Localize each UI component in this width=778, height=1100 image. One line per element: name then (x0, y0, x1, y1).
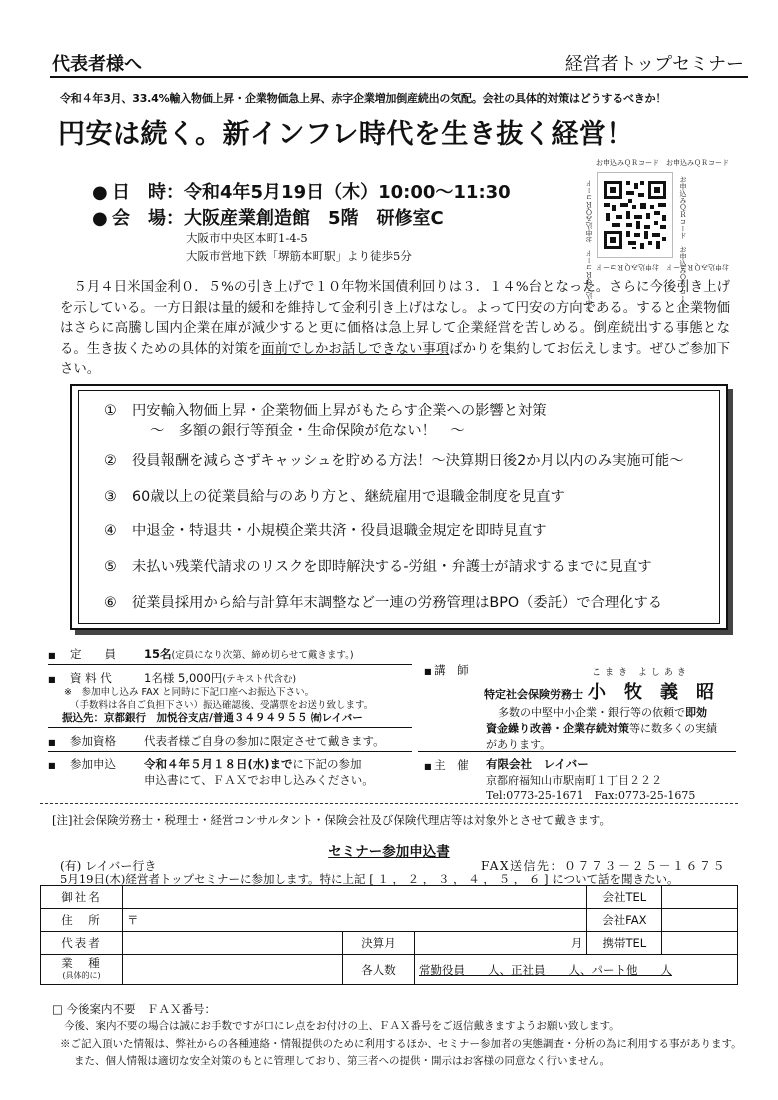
company-fax-field[interactable] (662, 909, 738, 932)
label-company-tel: 会社TEL (587, 886, 662, 909)
table-row (41, 886, 738, 909)
bullet-icon: ● (92, 208, 108, 229)
qr-caption: お申込みＱＲコード お申込みＱＲコード (596, 159, 729, 167)
label-company-fax: 会社FAX (587, 909, 662, 932)
fee-row: ■ 資 料 代 1名様 5,000円(テキスト代含む) (48, 671, 297, 685)
company-tel-field[interactable] (662, 886, 738, 909)
cut-line (40, 803, 738, 804)
company-field[interactable] (123, 886, 587, 909)
topic-item-2: ② 役員報酬を減らさずキャッシュを貯める方法！～決算期日後2か月以内のみ実施可能～ (104, 453, 684, 469)
form-statement: 5月19日(木)経営者トップセミナーに参加します。特に上記 [ １ ， ２ ， ３ ， ４ ， ５ ， ６ ] について話を聞きたい。 (60, 872, 679, 886)
fiscal-month-field[interactable]: 月 (415, 932, 587, 955)
intro-paragraph (60, 278, 730, 381)
square-bullet-icon: ■ (424, 762, 435, 771)
lecturer-desc-3: があります。 (486, 738, 552, 751)
divider (48, 751, 412, 752)
table-row (41, 909, 738, 932)
form-title: セミナー参加申込書 (328, 844, 450, 860)
label-company: 御社名 (41, 886, 123, 909)
subheadline: 令和４年3月、33.4%輸入物価上昇・企業物価急上昇、赤字企業増加倒産続出の気配。会社の具体的対策はどうするべきか！ (60, 92, 667, 105)
lecturer-label: ■ 講 師 (424, 663, 469, 677)
divider (48, 727, 412, 728)
lecturer-name: 小 牧 義 昭 (588, 682, 714, 703)
header-left: 代表者様へ (52, 54, 142, 75)
privacy-note-2: また、個人情報は適切な安全対策のもとに管理しており、第三者への提供・開示はお客様の同意なく行いません。 (74, 1055, 611, 1067)
label-fiscal-month: 決算月 (343, 932, 415, 955)
organizer-name: 有限会社 レイバー (486, 757, 589, 771)
venue-address: 大阪市中央区本町1-4-5 (186, 231, 308, 245)
venue-value: 大阪産業創造館 5階 研修室C (184, 208, 444, 229)
table-row (41, 932, 738, 955)
apply-row: ■ 参加申込 令和４年５月１８日(水)までに下記の参加 (48, 757, 362, 771)
privacy-note-1: ※ご記入頂いた情報は、弊社からの各種連絡・情報提供のために利用するほか、セミナー参加者の実態調査・分析の為に利用する事があります。 (60, 1038, 742, 1050)
qr-code-icon[interactable] (597, 172, 673, 258)
square-bullet-icon: ■ (424, 667, 435, 676)
info-venue-row (92, 204, 444, 230)
application-form-table (40, 885, 738, 985)
fee-note-2: （手数料は各自ご負担下さい）振込確認後、受講票をお送り致します。 (70, 700, 374, 711)
no-fax-checkbox-row[interactable]: □ 今後案内不要 ＦＡＸ番号： (52, 1002, 217, 1016)
no-fax-note: 今後、案内不要の場合は誠にお手数ですが口にレ点をお付けの上、ＦＡＸ番号をご返信戴きますようお願い致します。 (64, 1020, 620, 1032)
address-field[interactable]: 〒 (123, 909, 587, 932)
eligibility-note: [注]社会保険労務士・税理士・経営コンサルタント・保険会社及び保険代理店等は対象外とさせて戴きます。 (52, 813, 612, 827)
qr-caption-left: お申込みＱＲコード お申込みＱＲコード (585, 180, 593, 313)
bullet-icon: ● (92, 182, 108, 203)
header-rule (50, 76, 748, 78)
intro-text: ５月４日米国金利０．５%の引き上げで１０年物米国債利回りは３．１４%台となった。さらに今後引き上げを示している。一方日銀は量的緩和を維持して金利引き上げはなし。よって円安の方向である。すると企業物価はさらに高騰し国内企業在庫が減少すると更に価格は急上昇して企業経営を苦しめる。倒産続出する事態となる。生き抜くための具体的対策を (60, 280, 730, 357)
bank-info: 振込先：京都銀行 加悦谷支店/普通３４９４９５５ ㈲レイバー (62, 712, 363, 724)
lecturer-ruby: こまき よしあき (592, 668, 690, 678)
lecturer-desc-2: 資金繰り改善・企業存続対策等に数多くの実績 (486, 722, 717, 735)
qualification-row: ■ 参加資格 代表者様ご自身の参加に限定させて戴きます。 (48, 734, 385, 748)
label-mobile: 携帯TEL (587, 932, 662, 955)
square-bullet-icon: ■ (48, 761, 56, 770)
label-industry: 業 種 (具体的に) (41, 955, 123, 985)
lecturer-desc-1: 多数の中堅中小企業・銀行等の依頼で即効 (498, 706, 707, 719)
apply-row-2: 申込書にて、ＦＡＸでお申し込みください。 (144, 773, 374, 787)
headline: 円安は続く。新インフレ時代を生き抜く経営！ (58, 119, 634, 150)
organizer-label: ■ 主 催 (424, 758, 469, 772)
topic-item-3: ③ 60歳以上の従業員給与のあり方と、継続雇用で退職金制度を見直す (104, 489, 565, 505)
table-row (41, 955, 738, 985)
industry-field[interactable] (123, 955, 343, 985)
topic-item-1: ① 円安輸入物価上昇・企業物価上昇がもたらす企業への影響と対策 (104, 403, 547, 419)
form-fax-number: FAX送信先：０７７３－２５－１６７５ (481, 859, 726, 873)
headcount-field[interactable]: 常勤役員 人、正社員 人、パート他 人 (415, 955, 738, 985)
qr-caption-right: お申込みＱＲコード お申込みＱＲコード (679, 176, 687, 309)
square-bullet-icon: ■ (48, 738, 56, 747)
label-representative: 代表者 (41, 932, 123, 955)
intro-text-end: ばかりを集約してお伝えします。ぜひご参加下さい。 (60, 341, 730, 377)
venue-label: 会 場： (112, 208, 184, 229)
info-date-row (92, 178, 511, 204)
topic-item-1-sub: ～ 多額の銀行等預金・生命保険が危ない！ ～ (150, 423, 465, 439)
organizer-address: 京都府福知山市駅南町１丁目２２２ (486, 774, 662, 787)
mobile-field[interactable] (662, 932, 738, 955)
label-headcount: 各人数 (343, 955, 415, 985)
topic-item-5: ⑤ 未払い残業代請求のリスクを即時解決する-労組・弁護士が請求するまでに見直す (104, 559, 652, 575)
topic-item-4: ④ 中退金・特退共・小規模企業共済・役員退職金規定を即時見直す (104, 523, 547, 539)
header-right: 経営者トップセミナー (564, 54, 744, 75)
fee-note-1: ※ 参加申し込み FAX と同時に下記口座へお振込下さい。 (64, 687, 315, 698)
date-label: 日 時： (112, 182, 184, 203)
topic-item-6: ⑥ 従業員採用から給与計算年末調整など一連の労務管理はBPO（委託）で合理化する (104, 595, 663, 611)
qr-caption-rotated: お申込みＱＲコード お申込みＱＲコード (596, 263, 729, 271)
square-bullet-icon: ■ (48, 675, 56, 684)
representative-field[interactable] (123, 932, 343, 955)
square-bullet-icon: ■ (48, 651, 56, 660)
capacity-row: ■ 定 員 15名(定員になり次第、締め切らせて戴きます。) (48, 647, 354, 661)
venue-access: 大阪市営地下鉄「堺筋本町駅」より徒歩5分 (186, 249, 412, 263)
organizer-contact: Tel:0773-25-1671 Fax:0773-25-1675 (486, 789, 696, 802)
form-recipient: (有) レイバー行き (60, 859, 157, 873)
divider (48, 664, 412, 665)
lecturer-title: 特定社会保険労務士 (484, 688, 583, 701)
divider (418, 751, 736, 752)
intro-emphasis: 面前でしかお話しできない事項 (261, 341, 450, 357)
date-value: 令和4年5月19日（木）10:00～11:30 (184, 182, 511, 203)
label-address: 住 所 (41, 909, 123, 932)
